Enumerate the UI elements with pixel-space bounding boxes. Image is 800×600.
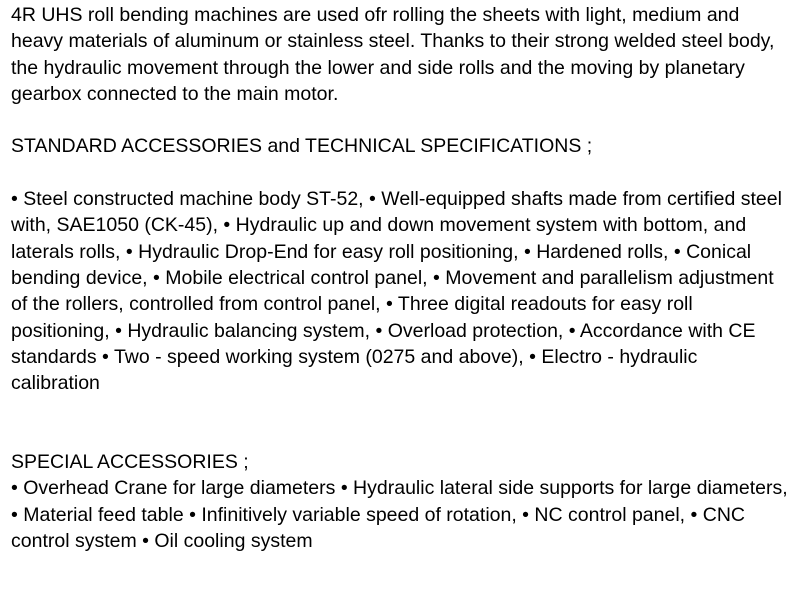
standard-accessories-list: • Steel constructed machine body ST-52, • Well-equipped shafts made from certified steel with, SAE1050 (CK-45), • Hydraulic up and down movement system with bottom, and laterals rolls, • Hydraulic Drop-End for easy roll positioning, • Hardened rolls, • Conical bending device, • Mobile electrical control panel, • Movement and parallelism adjustment of the rollers, controlled from control panel, • Three digital readouts for easy roll positioning, • Hydraulic balancing system, • Overload protection, • Accordance with CE standards • Two - speed working system (0275 and above), • Electro - hydraulic calibration [11,188,782,395]
standard-accessories-heading: STANDARD ACCESSORIES and TECHNICAL SPECIFICATIONS ; [11,135,593,158]
special-accessories-list: • Overhead Crane for large diameters • Hydraulic lateral side supports for large diameters, • Material feed table • Infinitively variable speed of rotation, • NC control panel, • CNC control system • Oil cooling system [11,477,788,552]
document-body [11,2,791,554]
spacer [11,396,791,449]
special-accessories-heading: SPECIAL ACCESSORIES ; [11,451,249,474]
spacer [11,107,791,133]
intro-paragraph: 4R UHS roll bending machines are used ofr rolling the sheets with light, medium and heavy materials of aluminum or stainless steel. Thanks to their strong welded steel body, the hydraulic movement through the lower and side rolls and the moving by planetary gearbox connected to the main motor. [11,4,775,105]
spacer [11,160,791,186]
